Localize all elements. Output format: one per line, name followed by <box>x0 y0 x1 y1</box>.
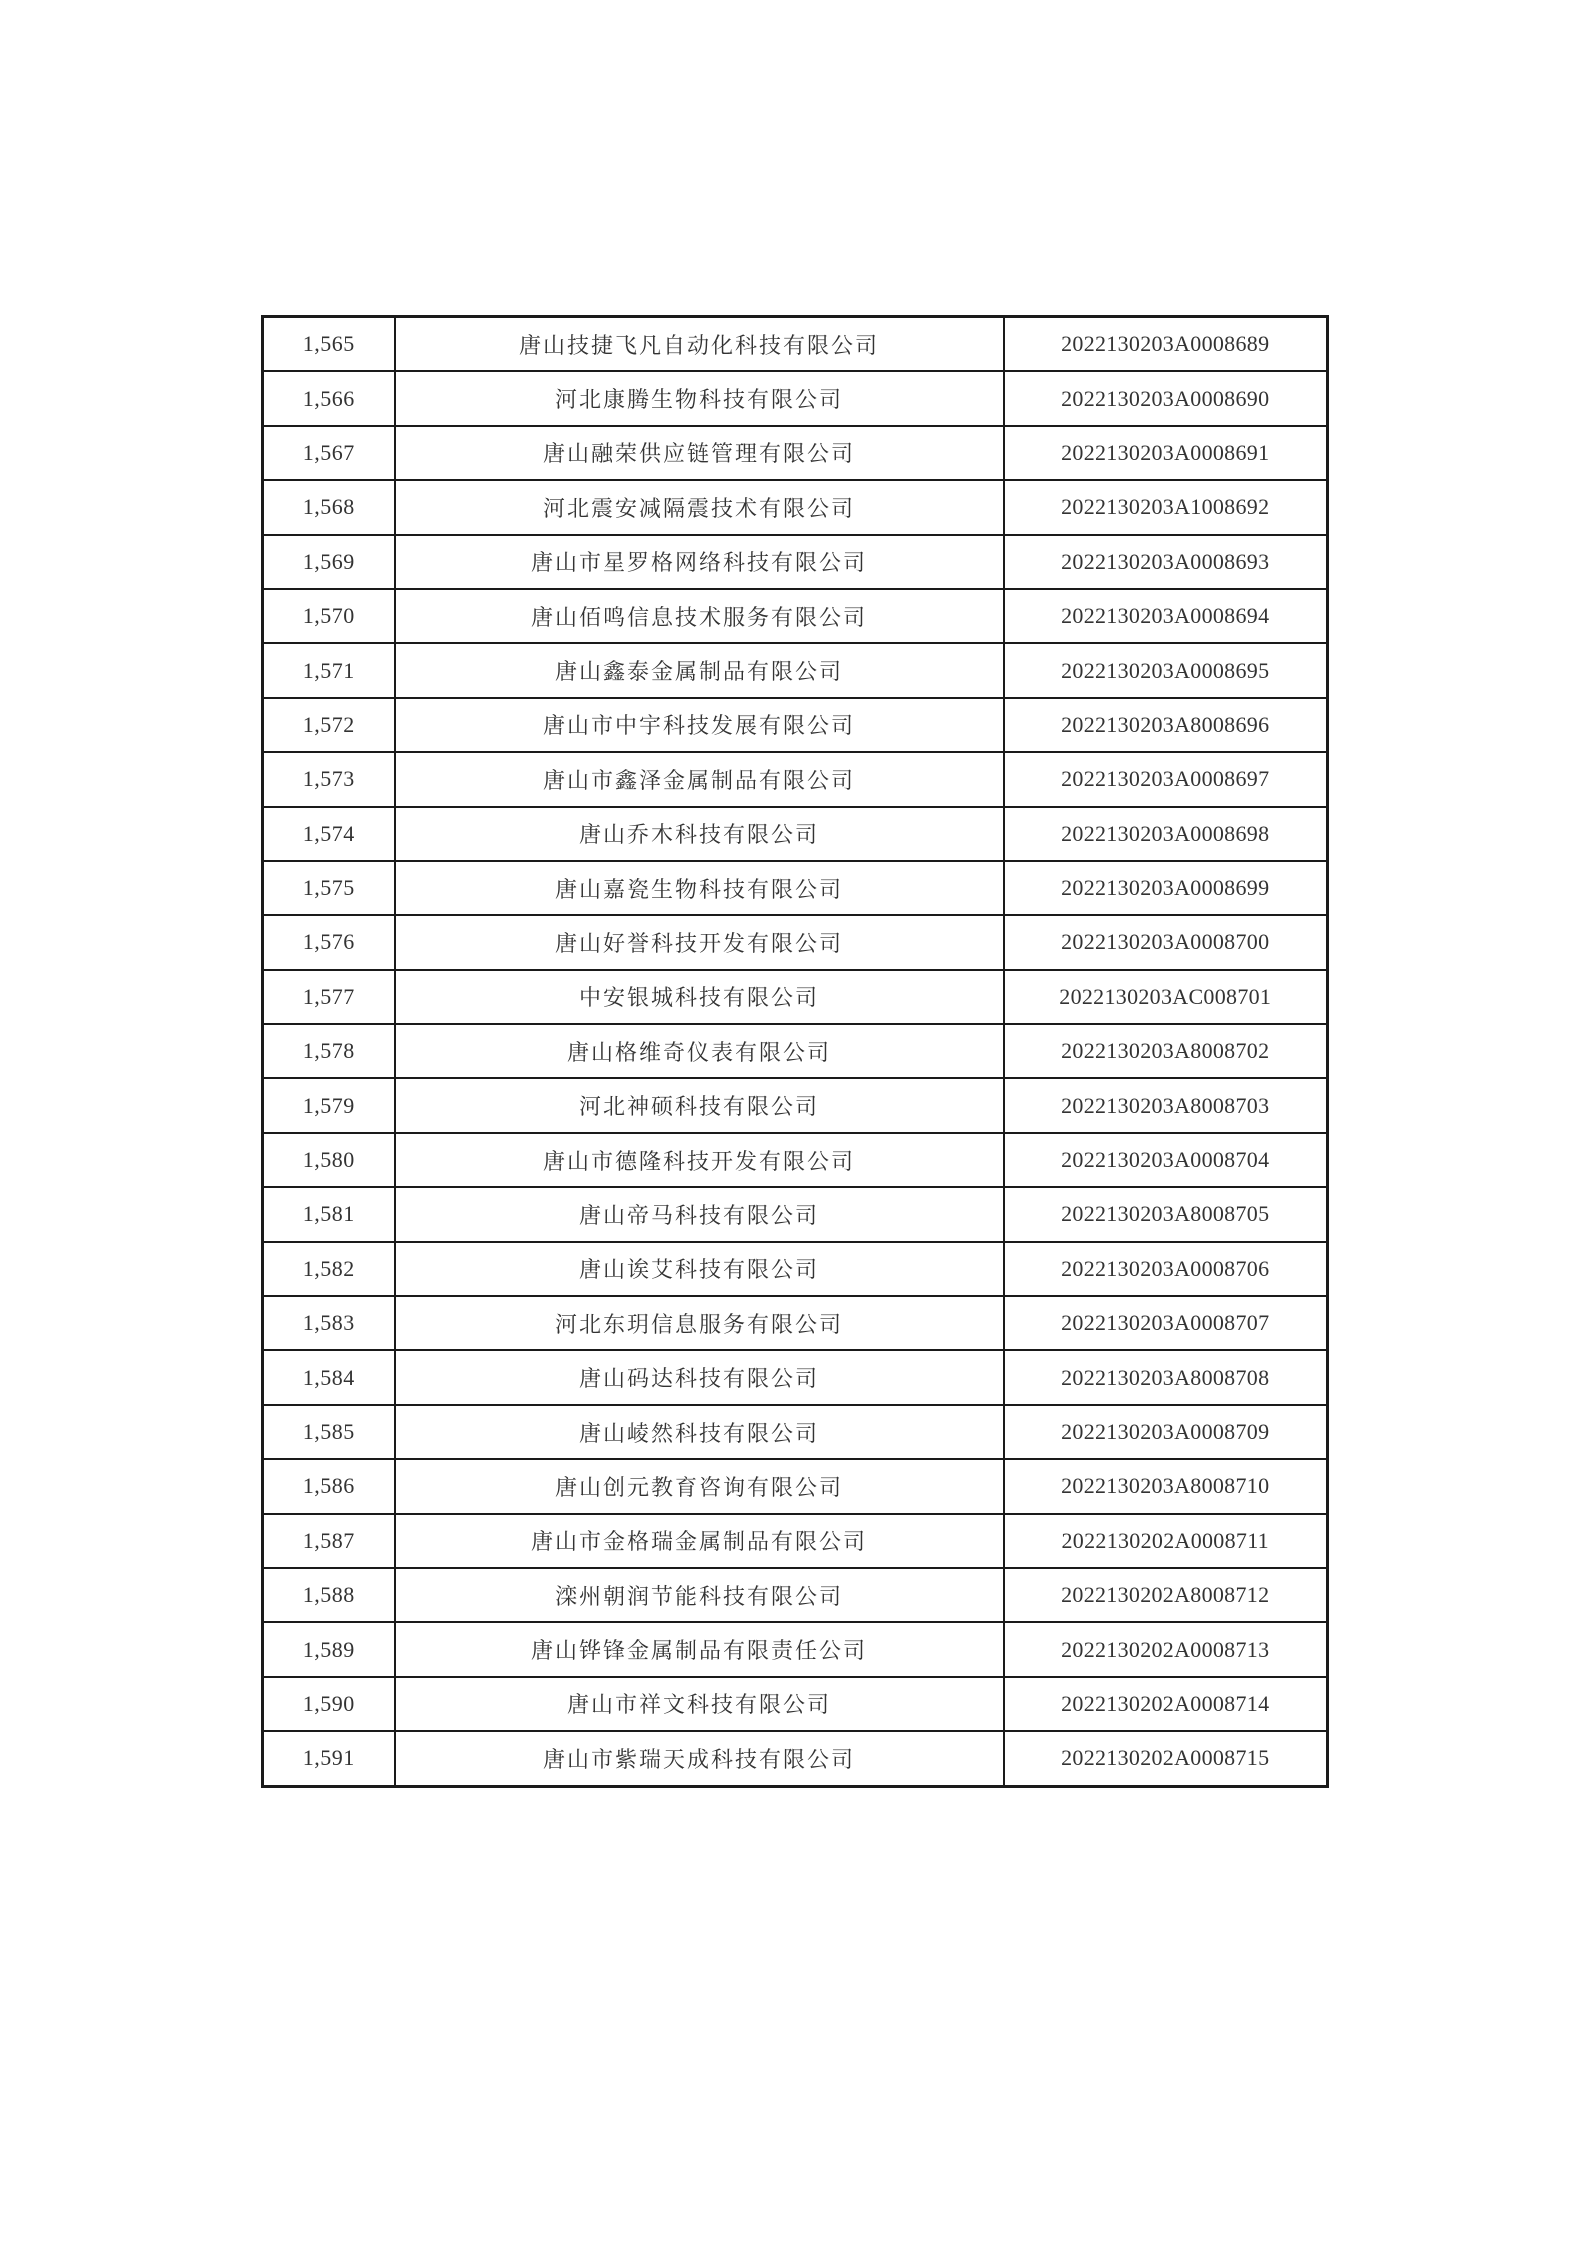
row-index-cell: 1,575 <box>263 861 395 915</box>
registration-code-cell: 2022130203A0008695 <box>1004 643 1328 697</box>
registration-code-cell: 2022130203A8008710 <box>1004 1459 1328 1513</box>
row-index-cell: 1,584 <box>263 1350 395 1404</box>
registration-code-cell: 2022130203A0008690 <box>1004 371 1328 425</box>
table-row <box>263 807 1328 861</box>
row-index-cell: 1,585 <box>263 1405 395 1459</box>
company-name-cell: 中安银城科技有限公司 <box>395 970 1004 1024</box>
company-name-cell: 河北神硕科技有限公司 <box>395 1078 1004 1132</box>
company-name-cell: 唐山市鑫泽金属制品有限公司 <box>395 752 1004 806</box>
registration-code-cell: 2022130203A0008707 <box>1004 1296 1328 1350</box>
table-row <box>263 1622 1328 1676</box>
registration-code-cell: 2022130203A8008708 <box>1004 1350 1328 1404</box>
row-index-cell: 1,578 <box>263 1024 395 1078</box>
table-row <box>263 1242 1328 1296</box>
company-name-cell: 唐山乔木科技有限公司 <box>395 807 1004 861</box>
registration-code-cell: 2022130202A0008713 <box>1004 1622 1328 1676</box>
row-index-cell: 1,576 <box>263 915 395 969</box>
table-row <box>263 1677 1328 1731</box>
row-index-cell: 1,569 <box>263 535 395 589</box>
table-row <box>263 1296 1328 1350</box>
table-row <box>263 371 1328 425</box>
row-index-cell: 1,571 <box>263 643 395 697</box>
row-index-cell: 1,582 <box>263 1242 395 1296</box>
table-row <box>263 1568 1328 1622</box>
row-index-cell: 1,590 <box>263 1677 395 1731</box>
table-row <box>263 1187 1328 1241</box>
table-row <box>263 1405 1328 1459</box>
row-index-cell: 1,567 <box>263 426 395 480</box>
registration-code-cell: 2022130203A1008692 <box>1004 480 1328 534</box>
registration-code-cell: 2022130203A0008694 <box>1004 589 1328 643</box>
row-index-cell: 1,583 <box>263 1296 395 1350</box>
table-row <box>263 1459 1328 1513</box>
registration-code-cell: 2022130203AC008701 <box>1004 970 1328 1024</box>
company-name-cell: 唐山技捷飞凡自动化科技有限公司 <box>395 317 1004 372</box>
table-row <box>263 480 1328 534</box>
company-name-cell: 河北震安减隔震技术有限公司 <box>395 480 1004 534</box>
company-name-cell: 唐山铧锋金属制品有限责任公司 <box>395 1622 1004 1676</box>
table-row <box>263 752 1328 806</box>
table-row <box>263 426 1328 480</box>
row-index-cell: 1,589 <box>263 1622 395 1676</box>
row-index-cell: 1,573 <box>263 752 395 806</box>
company-name-cell: 唐山市中宇科技发展有限公司 <box>395 698 1004 752</box>
row-index-cell: 1,579 <box>263 1078 395 1132</box>
row-index-cell: 1,581 <box>263 1187 395 1241</box>
registration-code-cell: 2022130203A0008689 <box>1004 317 1328 372</box>
company-name-cell: 唐山码达科技有限公司 <box>395 1350 1004 1404</box>
registration-code-cell: 2022130203A0008700 <box>1004 915 1328 969</box>
row-index-cell: 1,588 <box>263 1568 395 1622</box>
registration-code-cell: 2022130203A8008705 <box>1004 1187 1328 1241</box>
table-row <box>263 915 1328 969</box>
company-name-cell: 唐山市星罗格网络科技有限公司 <box>395 535 1004 589</box>
registration-code-cell: 2022130203A0008691 <box>1004 426 1328 480</box>
row-index-cell: 1,577 <box>263 970 395 1024</box>
company-name-cell: 河北康腾生物科技有限公司 <box>395 371 1004 425</box>
company-name-cell: 唐山市紫瑞天成科技有限公司 <box>395 1731 1004 1786</box>
company-name-cell: 唐山市祥文科技有限公司 <box>395 1677 1004 1731</box>
company-name-cell: 唐山鑫泰金属制品有限公司 <box>395 643 1004 697</box>
table-body <box>263 317 1328 1787</box>
enterprise-registration-table <box>261 315 1329 1788</box>
table-row <box>263 643 1328 697</box>
registration-code-cell: 2022130202A0008715 <box>1004 1731 1328 1786</box>
row-index-cell: 1,565 <box>263 317 395 372</box>
table-row <box>263 1731 1328 1786</box>
row-index-cell: 1,566 <box>263 371 395 425</box>
company-name-cell: 唐山诶艾科技有限公司 <box>395 1242 1004 1296</box>
company-name-cell: 唐山格维奇仪表有限公司 <box>395 1024 1004 1078</box>
table-row <box>263 1024 1328 1078</box>
table-row <box>263 535 1328 589</box>
table-row <box>263 1133 1328 1187</box>
row-index-cell: 1,574 <box>263 807 395 861</box>
registration-code-cell: 2022130202A0008711 <box>1004 1514 1328 1568</box>
table-row <box>263 861 1328 915</box>
company-name-cell: 唐山市德隆科技开发有限公司 <box>395 1133 1004 1187</box>
table-row <box>263 1078 1328 1132</box>
row-index-cell: 1,570 <box>263 589 395 643</box>
row-index-cell: 1,568 <box>263 480 395 534</box>
registration-code-cell: 2022130203A0008706 <box>1004 1242 1328 1296</box>
row-index-cell: 1,580 <box>263 1133 395 1187</box>
table-row <box>263 1514 1328 1568</box>
registration-code-cell: 2022130203A0008693 <box>1004 535 1328 589</box>
row-index-cell: 1,572 <box>263 698 395 752</box>
table-row <box>263 970 1328 1024</box>
registration-code-cell: 2022130203A8008703 <box>1004 1078 1328 1132</box>
registration-code-cell: 2022130203A8008696 <box>1004 698 1328 752</box>
company-name-cell: 唐山帝马科技有限公司 <box>395 1187 1004 1241</box>
company-name-cell: 唐山创元教育咨询有限公司 <box>395 1459 1004 1513</box>
company-name-cell: 唐山佰鸣信息技术服务有限公司 <box>395 589 1004 643</box>
row-index-cell: 1,591 <box>263 1731 395 1786</box>
company-name-cell: 河北东玥信息服务有限公司 <box>395 1296 1004 1350</box>
company-name-cell: 唐山崚然科技有限公司 <box>395 1405 1004 1459</box>
registration-code-cell: 2022130203A0008697 <box>1004 752 1328 806</box>
row-index-cell: 1,586 <box>263 1459 395 1513</box>
registration-code-cell: 2022130203A0008699 <box>1004 861 1328 915</box>
registration-code-cell: 2022130202A0008714 <box>1004 1677 1328 1731</box>
table-row <box>263 317 1328 372</box>
registration-code-cell: 2022130202A8008712 <box>1004 1568 1328 1622</box>
registration-code-cell: 2022130203A0008704 <box>1004 1133 1328 1187</box>
company-name-cell: 滦州朝润节能科技有限公司 <box>395 1568 1004 1622</box>
row-index-cell: 1,587 <box>263 1514 395 1568</box>
company-name-cell: 唐山嘉瓷生物科技有限公司 <box>395 861 1004 915</box>
table-row <box>263 698 1328 752</box>
registration-code-cell: 2022130203A8008702 <box>1004 1024 1328 1078</box>
registration-code-cell: 2022130203A0008698 <box>1004 807 1328 861</box>
company-name-cell: 唐山市金格瑞金属制品有限公司 <box>395 1514 1004 1568</box>
table-row <box>263 589 1328 643</box>
registration-code-cell: 2022130203A0008709 <box>1004 1405 1328 1459</box>
company-name-cell: 唐山融荣供应链管理有限公司 <box>395 426 1004 480</box>
table-row <box>263 1350 1328 1404</box>
company-name-cell: 唐山好誉科技开发有限公司 <box>395 915 1004 969</box>
